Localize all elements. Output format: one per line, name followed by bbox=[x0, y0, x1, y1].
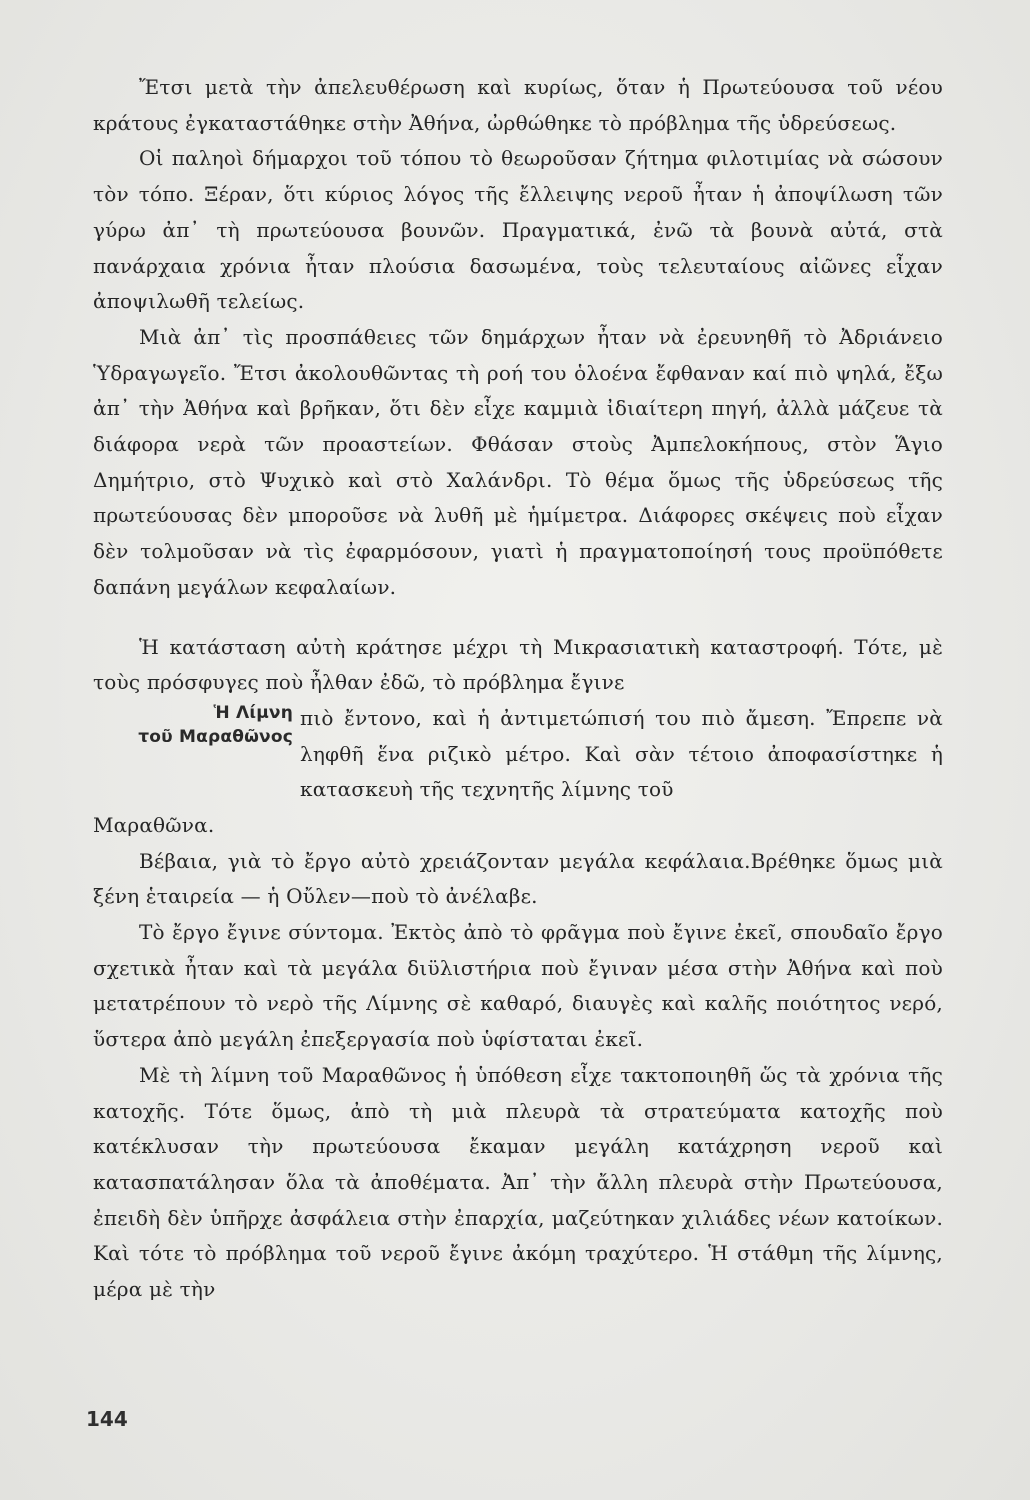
side-heading-line1: Ἡ Λίμνη bbox=[213, 702, 293, 723]
paragraph: Οἱ παληοὶ δήμαρχοι τοῦ τόπου τὸ θεωροῦσαν ζήτημα φιλοτιμίας νὰ σώσουν τὸν τόπο. Ξέραν, ὅτι κύριος λόγος τῆς ἔλλειψης νεροῦ ἦταν ἡ ἀποψίλωση τῶν γύρω ἀπ᾿ τὴ πρωτεύουσα βουνῶν. Πραγματικά, ἐνῶ τὰ βουνὰ αὐτά, στὰ πανάρχαια χρόνια ἦταν πλούσια δασωμένα, τοὺς τελευταίους αἰῶνες εἶχαν ἀποψιλωθῆ τελείως. bbox=[93, 146, 943, 314]
page-number: 144 bbox=[86, 1407, 128, 1431]
section-continuation: Μαραθῶνα. bbox=[93, 812, 215, 837]
paragraph: Ἔτσι μετὰ τὴν ἀπελευθέρωση καὶ κυρίως, ὅταν ἡ Πρωτεύουσα τοῦ νέου κράτους ἐγκαταστάθηκε στὴν Ἀθήνα, ὠρθώθηκε τὸ πρόβλημα τῆς ὑδρεύσεως. bbox=[93, 75, 943, 135]
paragraph: Μὲ τὴ λίμνη τοῦ Μαραθῶνος ἡ ὑπόθεση εἶχε τακτοποιηθῆ ὥς τὰ χρόνια τῆς κατοχῆς. Τότε ὅμως, ἀπὸ τὴ μιὰ πλευρὰ τὰ στρατεύματα κατοχῆς ποὺ κατέκλυσαν τὴν πρωτεύουσα ἔκαμαν μεγάλη κατάχρηση νεροῦ καὶ κατασπατάλησαν ὅλα τὰ ἀποθέματα. Ἀπ᾿ τὴν ἄλλη πλευρὰ στὴν Πρωτεύουσα, ἐπειδὴ δὲν ὑπῆρχε ἀσφάλεια στὴν ἐπαρχία, μαζεύτηκαν χιλιάδες νέων κατοίκων. Καὶ τότε τὸ πρόβλημα τοῦ νεροῦ ἔγινε ἀκόμη τραχύτερο. Ἡ στάθμη τῆς λίμνης, μέρα μὲ τὴν bbox=[93, 1062, 943, 1302]
paragraph: Βέβαια, γιὰ τὸ ἔργο αὐτὸ χρειάζονταν μεγάλα κεφάλαια.Βρέθηκε ὅμως μιὰ ξένη ἑταιρεία — ἡ Οὔλεν—ποὺ τὸ ἀνέλαβε. bbox=[93, 848, 943, 909]
section-intro-paragraph: Ἡ κατάσταση αὐτὴ κράτησε μέχρι τὴ Μικρασιατικὴ καταστροφή. Τότε, μὲ τοὺς πρόσφυγες ποὺ ἦλθαν ἐδῶ, τὸ πρόβλημα ἔγινε bbox=[93, 634, 943, 695]
side-heading-line2: τοῦ Μαραθῶνος bbox=[138, 726, 293, 747]
paragraph: Μιὰ ἀπ᾿ τὶς προσπάθειες τῶν δημάρχων ἦταν νὰ ἐρευνηθῆ τὸ Ἀδριάνειο Ὑδραγωγεῖο. Ἔτσι ἀκολουθῶντας τὴ ροή του ὁλοένα ἔφθαναν καί πιὸ ψηλά, ἔξω ἀπ᾿ τὴν Ἀθήνα καὶ βρῆκαν, ὅτι δὲν εἶχε καμμιὰ ἰδιαίτερη πηγή, ἀλλὰ μάζευε τὰ διάφορα νερὰ τῶν προαστείων. Φθάσαν στοὺς Ἀμπελοκήπους, στὸν Ἅγιο Δημήτριο, στὸ Ψυχικὸ καὶ στὸ Χαλάνδρι. Τὸ θέμα ὅμως τῆς ὑδρεύσεως τῆς πρωτεύουσας δὲν μποροῦσε νὰ λυθῆ μὲ ἡμίμετρα. Διάφορες σκέψεις ποὺ εἶχαν δὲν τολμοῦσαν νὰ τὶς ἐφαρμόσουν, γιατὶ ἡ πραγματοποίησή τους προϋπόθετε δαπάνη μεγάλων κεφαλαίων. bbox=[93, 324, 943, 599]
page-body bbox=[93, 70, 943, 1308]
side-heading-block bbox=[93, 701, 943, 808]
paragraph: Τὸ ἔργο ἔγινε σύντομα. Ἐκτὸς ἀπὸ τὸ φρᾶγμα ποὺ ἔγινε ἐκεῖ, σπουδαῖο ἔργο σχετικὰ ἦταν καὶ τὰ μεγάλα διϋλιστήρια ποὺ ἔγιναν μέσα στὴν Ἀθήνα καὶ ποὺ μετατρέπουν τὸ νερὸ τῆς Λίμνης σὲ καθαρό, διαυγὲς καὶ καλῆς ποιότητος νερό, ὕστερα ἀπὸ μεγάλη ἐπεξεργασία ποὺ ὑφίσταται ἐκεῖ. bbox=[93, 920, 943, 1052]
section-gap bbox=[93, 606, 943, 630]
side-heading bbox=[93, 701, 293, 749]
side-text: πιὸ ἔντονο, καὶ ἡ ἀντιμετώπισή του πιὸ ἄμεση. Ἔπρεπε νὰ ληφθῆ ἕνα ριζικὸ μέτρο. Καὶ σὰν τέτοιο ἀποφασίστηκε ἡ κατασκευὴ τῆς τεχνητῆς λίμνης τοῦ bbox=[300, 705, 943, 802]
